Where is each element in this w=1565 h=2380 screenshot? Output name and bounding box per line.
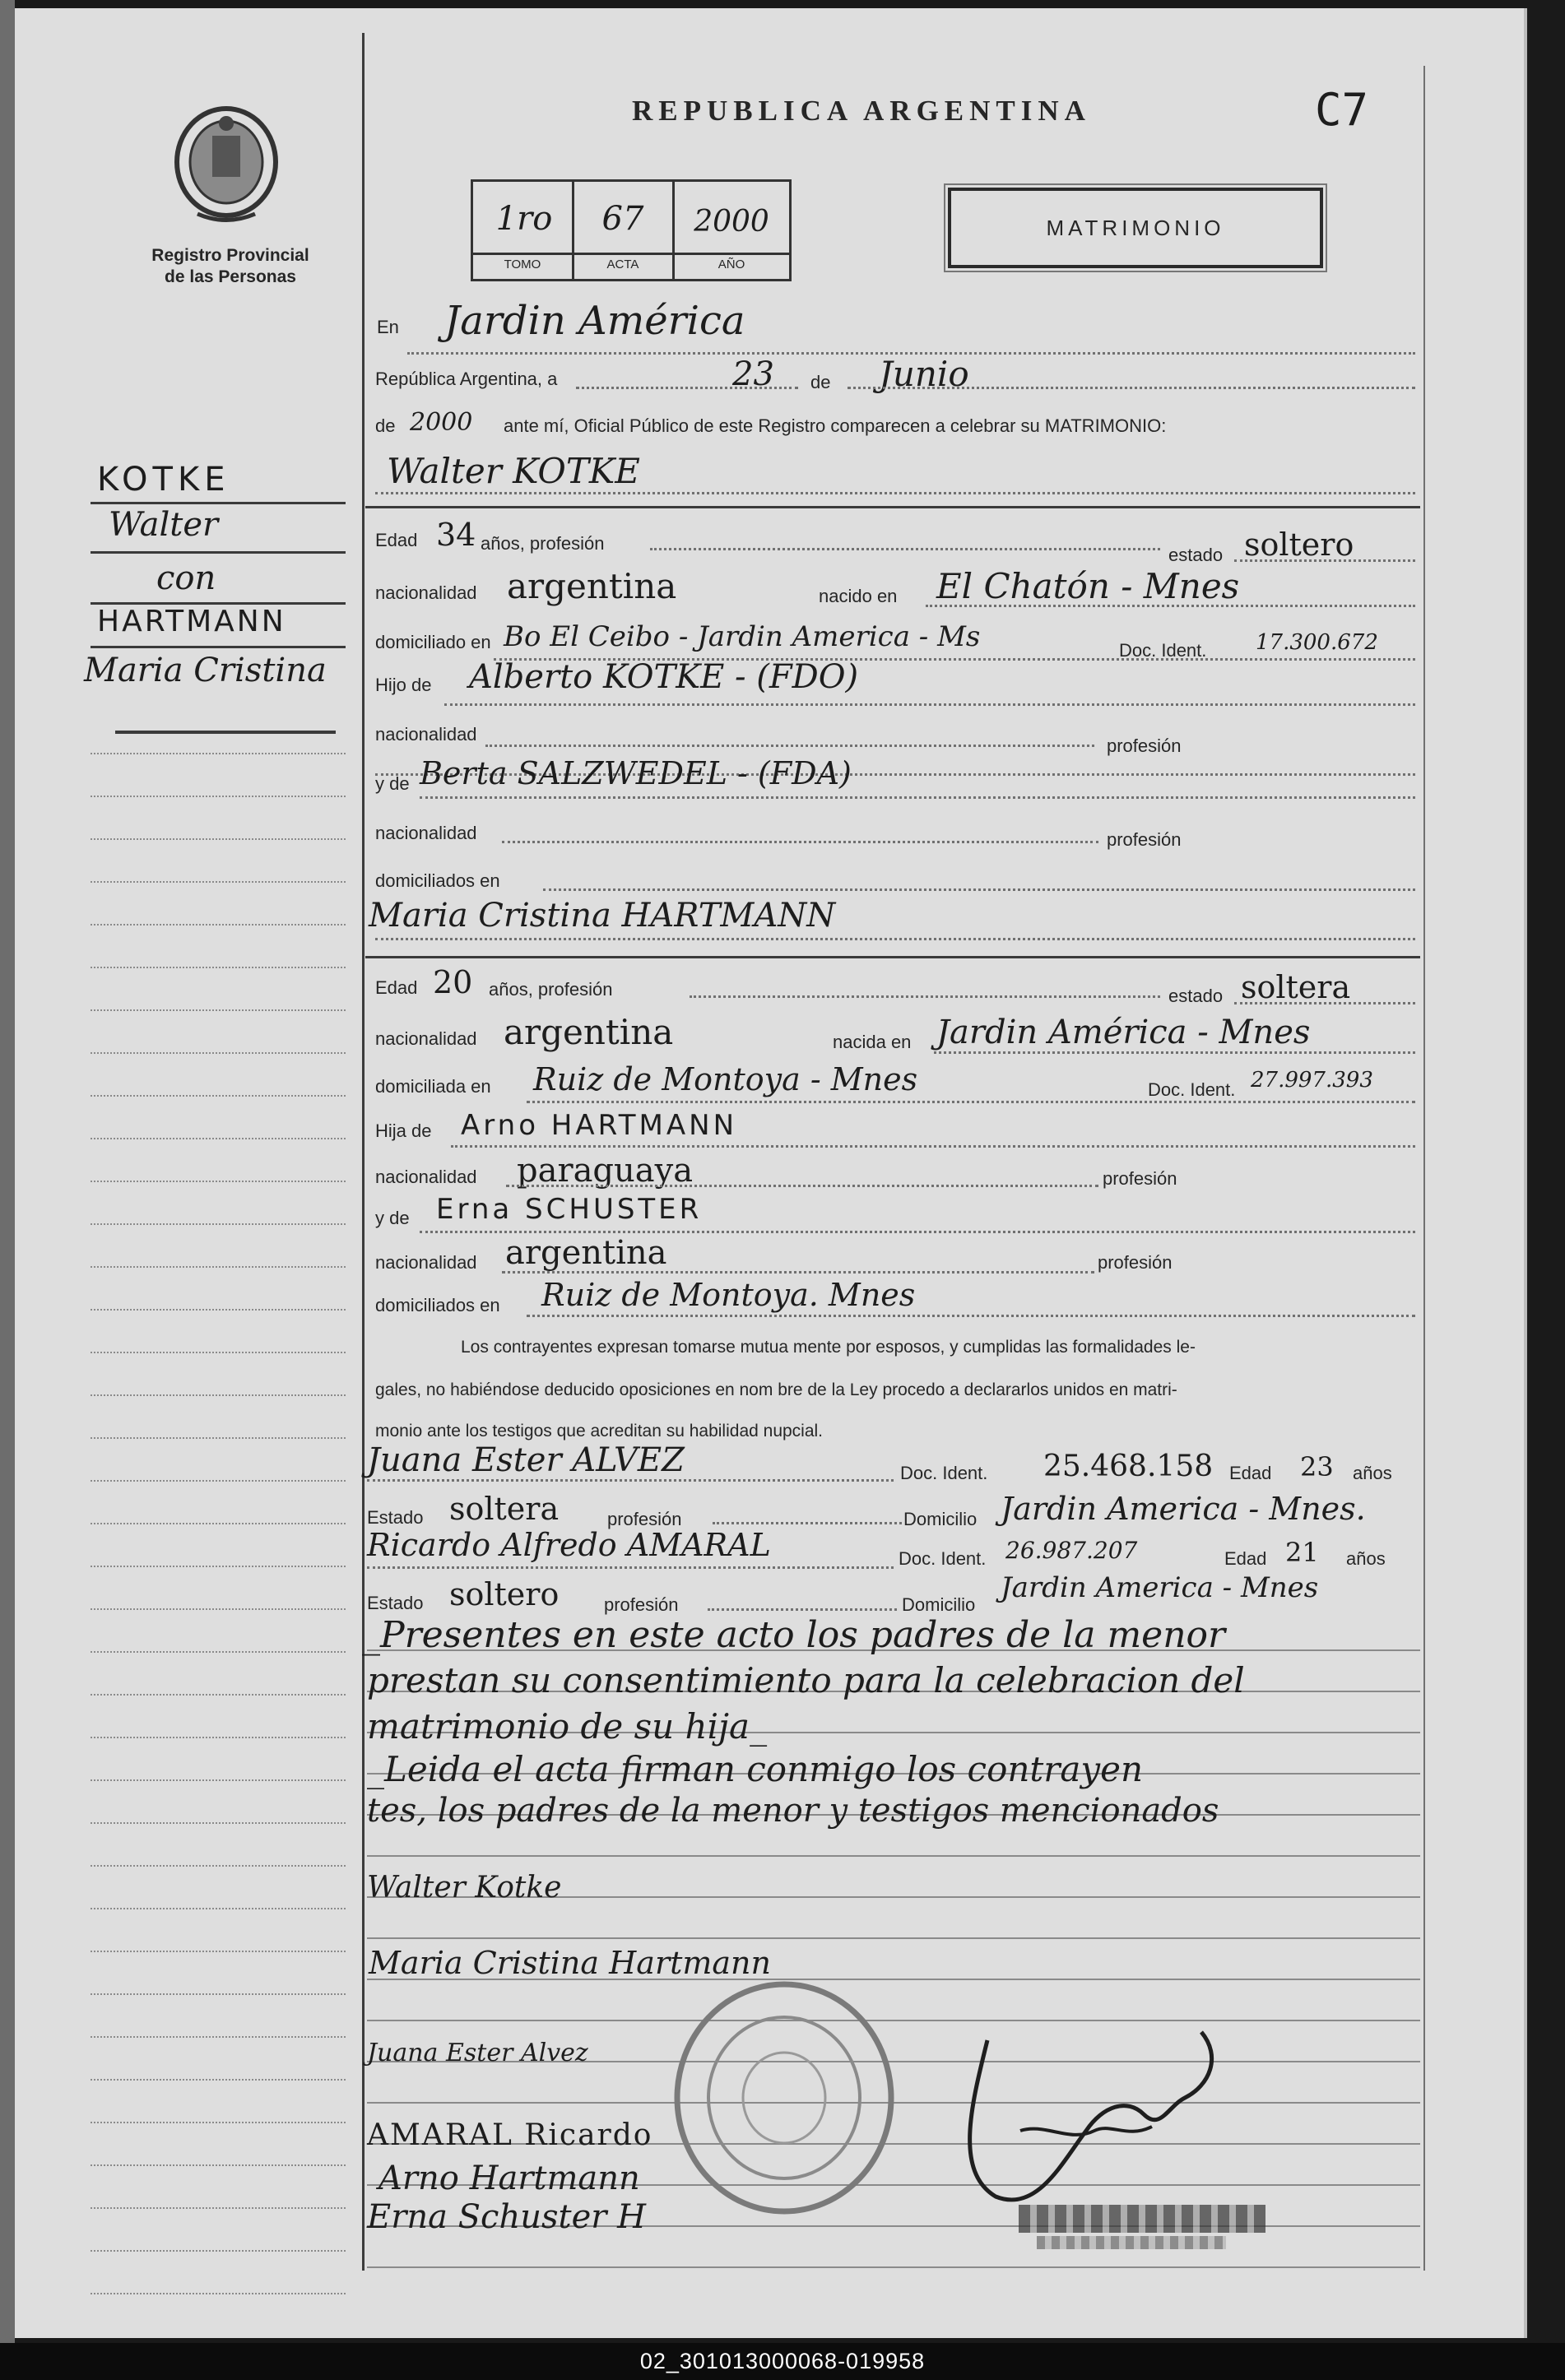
witness1-name: Juana Ester ALVEZ [367, 1441, 685, 1479]
margin-ruled-line [91, 1009, 346, 1011]
label-de-year: de [375, 415, 396, 436]
year-label: AÑO [717, 257, 745, 271]
margin-ruled-line [91, 2293, 346, 2294]
signature-witness1: Juana Ester Alvez [367, 2039, 588, 2067]
label-nacido-en: nacido en [819, 586, 898, 606]
bride-mother-nationality: argentina [505, 1234, 667, 1272]
label-estado-bride: estado [1168, 986, 1224, 1006]
label-profesion-father: profesión [1107, 735, 1182, 756]
label-y-de-bride: y de [375, 1208, 410, 1228]
image-reference-footer: 02_301013000068-019958 [0, 2343, 1565, 2380]
margin-con: con [156, 559, 216, 597]
note-line-4: _Leida el acta firman conmigo los contrayen [367, 1749, 1144, 1789]
signature-mother: Erna Schuster H [367, 2198, 646, 2236]
margin-ruled-line [91, 1523, 346, 1524]
margin-ruled-line [91, 1737, 346, 1738]
label-hija-de: Hija de [375, 1120, 432, 1141]
label-republica: República Argentina, a [375, 369, 558, 389]
margin-ruled-line [91, 1566, 346, 1567]
label-estado-witness1: Estado [367, 1507, 424, 1528]
officer-signature-scribble [938, 2007, 1234, 2221]
witness2-address: Jardin America - Mnes [1001, 1571, 1319, 1604]
label-doc-groom: Doc. Ident. [1119, 640, 1207, 661]
margin-ruled-line [91, 1993, 346, 1995]
margin-ruled-line [91, 1095, 346, 1097]
groom-civil-status: soltero [1244, 527, 1354, 563]
margin-ruled-line [91, 924, 346, 926]
bride-full-name: Maria Cristina HARTMANN [369, 897, 836, 935]
document-type: MATRIMONIO [1046, 216, 1225, 240]
label-nacionalidad-mother: nacionalidad [375, 823, 477, 843]
margin-ruled-line [91, 1181, 346, 1182]
margin-surname: KOTKE [97, 461, 230, 499]
bride-doc-number: 27.997.393 [1251, 1068, 1373, 1093]
label-profesion-bride-mother: profesión [1098, 1252, 1173, 1273]
margin-ruled-line [91, 1352, 346, 1353]
country-title: REPUBLICA ARGENTINA [632, 95, 1091, 127]
legal-text-line-2: gales, no habiéndose deducido oposiciones en nom bre de la Ley procedo a declararlos unidos en matri- [375, 1380, 1177, 1399]
bride-father: Arno HARTMANN [461, 1109, 738, 1142]
record-number-box [471, 179, 792, 281]
groom-age: 34 [436, 517, 476, 553]
acta-value: 67 [601, 200, 644, 238]
witness1-doc: 25.468.158 [1043, 1450, 1214, 1483]
margin-ruled-line [91, 1437, 346, 1439]
margin-ruled-line [91, 1951, 346, 1952]
label-en: En [377, 317, 399, 337]
margin-ruled-line [91, 1908, 346, 1909]
officer-stamp-text [1019, 2205, 1265, 2233]
label-edad-witness2: Edad [1224, 1548, 1267, 1569]
witness2-age: 21 [1285, 1537, 1319, 1568]
bride-civil-status: soltera [1241, 969, 1351, 1005]
margin-ruled-line [91, 1779, 346, 1781]
act-year-value: 2000 [410, 408, 473, 437]
bride-mother: Erna SCHUSTER [436, 1193, 703, 1226]
margin-ruled-line [91, 2122, 346, 2123]
main-ruled-line [367, 1855, 1420, 1857]
margin-ruled-line [91, 1266, 346, 1268]
coat-of-arms-emblem [165, 103, 288, 226]
label-anos-witness2: años [1346, 1548, 1386, 1569]
groom-nationality: argentina [507, 566, 677, 606]
margin-ruled-line [91, 1694, 346, 1696]
label-estado-witness2: Estado [367, 1593, 424, 1613]
bride-nationality: argentina [504, 1012, 674, 1052]
bride-parents-address: Ruiz de Montoya. Mnes [541, 1277, 916, 1313]
month-value: Junio [879, 354, 969, 394]
witness1-status: soltera [449, 1491, 560, 1527]
official-round-stamp [665, 1974, 903, 2221]
label-nacionalidad-father: nacionalidad [375, 724, 477, 745]
label-domiciliados-bride: domiciliados en [375, 1295, 500, 1315]
label-profesion-witness2: profesión [604, 1594, 679, 1615]
tomo-label: TOMO [504, 257, 541, 271]
groom-mother: Berta SALZWEDEL - (FDA) [420, 755, 852, 791]
label-y-de-groom: y de [375, 773, 410, 794]
label-estado-groom: estado [1168, 545, 1224, 565]
legal-text-line-1: Los contrayentes expresan tomarse mutua mente por esposos, y cumplidas las formalidades le- [461, 1338, 1196, 1357]
label-nacionalidad-bride-mother: nacionalidad [375, 1252, 477, 1273]
margin-ruled-line [91, 1865, 346, 1867]
bride-address: Ruiz de Montoya - Mnes [533, 1061, 918, 1097]
officer-stamp-text-2 [1037, 2236, 1226, 2249]
margin-ruled-line [91, 1822, 346, 1824]
tomo-value: 1ro [495, 200, 553, 238]
margin-ruled-line [91, 881, 346, 883]
acta-label: ACTA [606, 257, 639, 271]
label-domicilio-witness1: Domicilio [903, 1509, 978, 1529]
day-value: 23 [732, 355, 774, 393]
margin-ruled-line [91, 1309, 346, 1311]
margin-ruled-line [91, 2036, 346, 2038]
label-domiciliados-groom: domiciliados en [375, 870, 500, 891]
witness1-address: Jardin America - Mnes. [1001, 1491, 1366, 1527]
label-edad-bride: Edad [375, 977, 418, 998]
place-value: Jardin América [444, 298, 745, 344]
margin-ruled-line [91, 2164, 346, 2166]
margin-ruled-line [91, 1394, 346, 1396]
label-domiciliada-bride: domiciliada en [375, 1076, 491, 1097]
note-line-2: prestan su consentimiento para la celebracion del [367, 1660, 1245, 1700]
groom-address: Bo El Ceibo - Jardin America - Ms [504, 620, 981, 653]
margin-ruled-line [91, 1480, 346, 1482]
label-nacionalidad-bride-father: nacionalidad [375, 1167, 477, 1187]
margin-ruled-line [91, 2207, 346, 2209]
margin-vertical-line [362, 33, 365, 2271]
margin-ruled-line [91, 796, 346, 797]
margin-ruled-line [91, 1138, 346, 1139]
label-profesion-witness1: profesión [607, 1509, 682, 1529]
witness2-name: Ricardo Alfredo AMARAL [367, 1527, 771, 1563]
registry-name [132, 245, 329, 288]
groom-full-name: Walter KOTKE [387, 451, 640, 491]
signature-witness2: AMARAL Ricardo [367, 2118, 653, 2152]
witness2-status: soltero [449, 1576, 560, 1612]
registry-line-2: de las Personas [165, 267, 296, 286]
bride-father-nationality: paraguaya [517, 1152, 694, 1190]
document-type-box [948, 188, 1323, 268]
margin-ruled-line [91, 1608, 346, 1610]
groom-birthplace: El Chatón - Mnes [936, 566, 1240, 606]
label-doc-witness2: Doc. Ident. [899, 1548, 987, 1569]
note-line-5: tes, los padres de la menor y testigos mencionados [367, 1792, 1219, 1830]
book-binding-edge [0, 0, 15, 2345]
label-anos-witness1: años [1353, 1463, 1392, 1483]
witness1-age: 23 [1300, 1451, 1334, 1482]
label-profesion-bride-father: profesión [1103, 1168, 1177, 1189]
folio-number: C7 [1315, 84, 1369, 136]
margin-first-name-2: Maria Cristina [84, 652, 327, 689]
label-domiciliado-groom: domiciliado en [375, 632, 491, 652]
margin-ruled-line [91, 1052, 346, 1054]
label-nacionalidad-bride: nacionalidad [375, 1028, 477, 1049]
note-line-1: _Presentes en este acto los padres de la menor [362, 1614, 1226, 1656]
margin-ruled-line [91, 753, 346, 754]
margin-first-name: Walter [109, 506, 219, 544]
bride-age: 20 [433, 964, 473, 1000]
year-value: 2000 [694, 205, 769, 239]
label-nacionalidad-groom: nacionalidad [375, 582, 477, 603]
margin-surname-2: HARTMANN [97, 605, 286, 638]
groom-father: Alberto KOTKE - (FDO) [469, 658, 859, 696]
label-edad-witness1: Edad [1229, 1463, 1272, 1483]
margin-ruled-line [91, 1651, 346, 1653]
label-edad-groom: Edad [375, 530, 418, 550]
signature-bride: Maria Cristina Hartmann [369, 1945, 772, 1981]
witness2-doc: 26.987.207 [1005, 1537, 1138, 1564]
label-nacida-en: nacida en [833, 1032, 912, 1052]
signature-father: Arno Hartmann [378, 2160, 640, 2197]
margin-ruled-line [91, 1223, 346, 1225]
label-doc-bride: Doc. Ident. [1148, 1079, 1236, 1100]
registry-line-1: Registro Provincial [151, 246, 309, 265]
label-hijo-de: Hijo de [375, 675, 432, 695]
margin-ruled-line [91, 838, 346, 840]
note-line-3: matrimonio de su hija_ [367, 1706, 768, 1747]
label-anos-profesion-bride: años, profesión [489, 979, 613, 1000]
label-ante-mi: ante mí, Oficial Público de este Registro comparecen a celebrar su MATRIMONIO: [504, 415, 1167, 436]
label-doc-witness1: Doc. Ident. [900, 1463, 988, 1483]
legal-text-line-3: monio ante los testigos que acreditan su habilidad nupcial. [375, 1422, 824, 1441]
signature-groom: Walter Kotke [367, 1871, 562, 1904]
label-anos-profesion-groom: años, profesión [481, 533, 605, 554]
margin-ruled-line [91, 967, 346, 968]
right-vertical-line [1423, 66, 1425, 2271]
label-de: de [810, 372, 831, 392]
bride-birthplace: Jardin América - Mnes [936, 1014, 1311, 1051]
label-profesion-mother: profesión [1107, 829, 1182, 850]
main-ruled-line [367, 1937, 1420, 1939]
label-domicilio-witness2: Domicilio [902, 1594, 976, 1615]
margin-ruled-line [91, 2250, 346, 2252]
margin-ruled-line [91, 2079, 346, 2081]
groom-doc-number: 17.300.672 [1256, 630, 1378, 655]
main-ruled-line [367, 2266, 1420, 2268]
